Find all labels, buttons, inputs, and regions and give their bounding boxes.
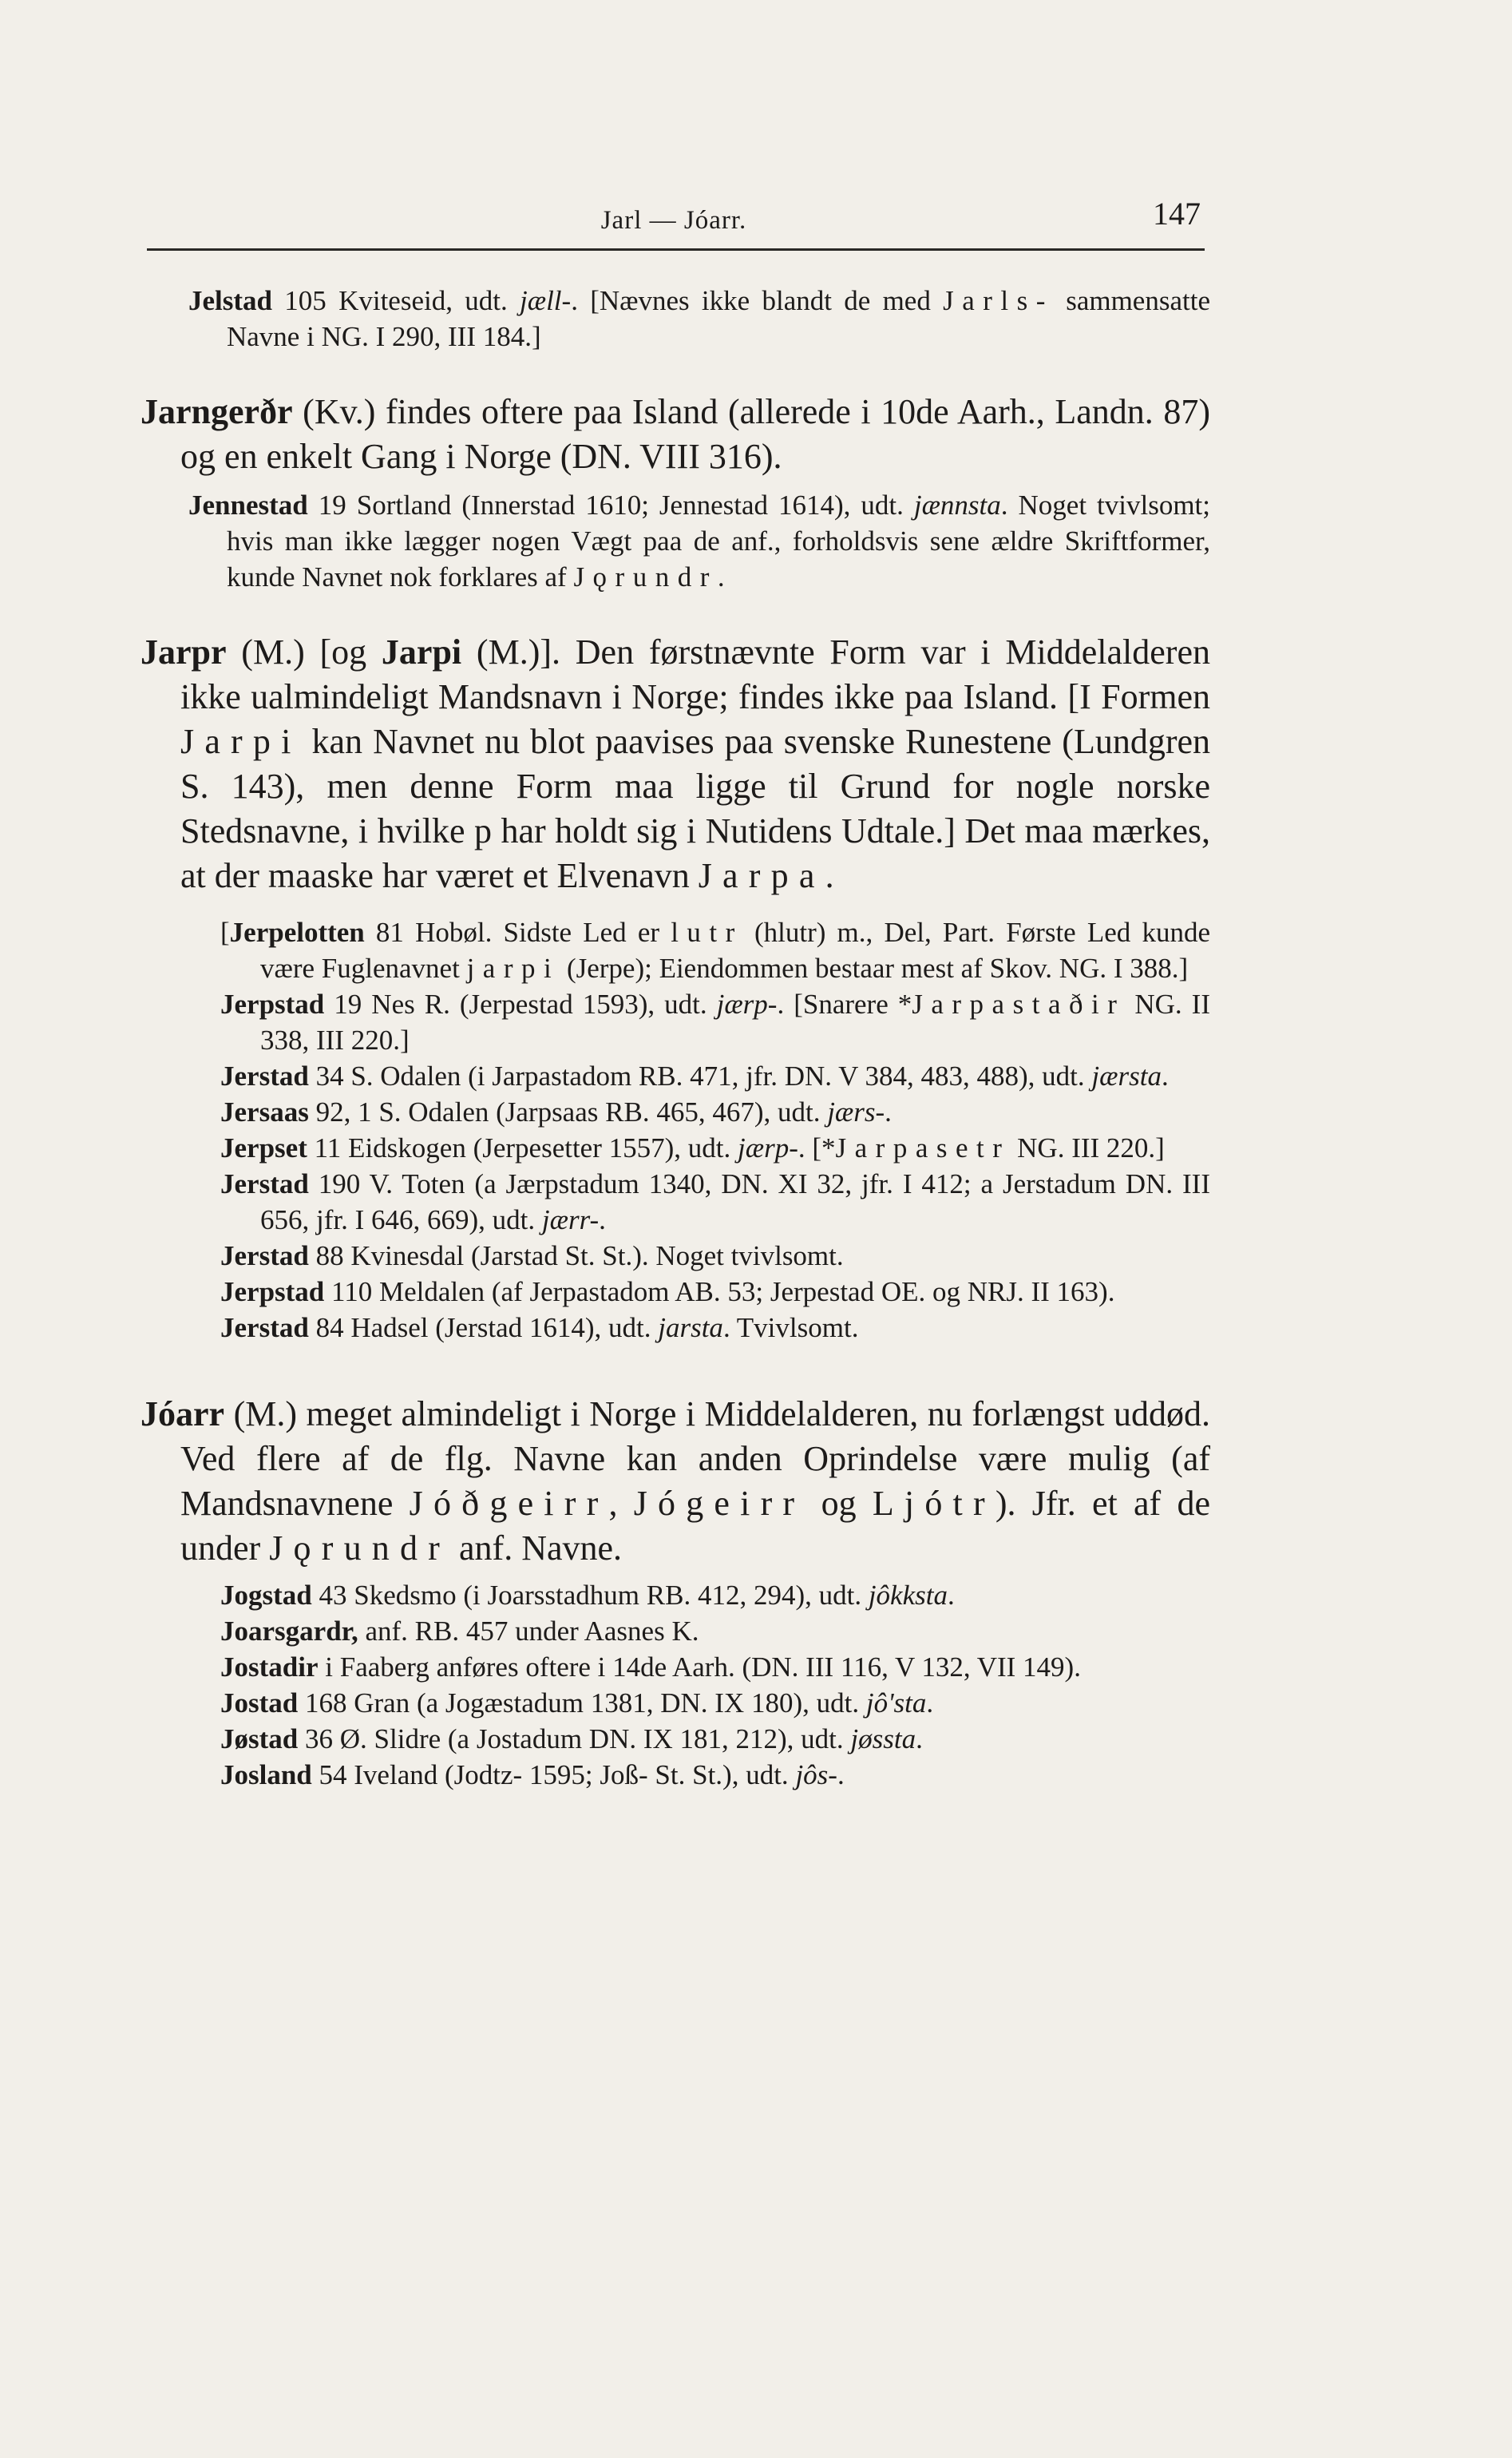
entry-jerstad-kvinesdal: Jerstad 88 Kvinesdal (Jarstad St. St.). Noget tvivlsomt. — [220, 1240, 844, 1271]
entry-jostad-slidre: Jøstad 36 Ø. Slidre (a Jostadum DN. IX 181, 212), udt. jøssta. — [220, 1723, 923, 1754]
headword: Jerstad — [220, 1240, 309, 1271]
entry-jerpstad: Jerpstad 19 Nes R. (Jerpestad 1593), udt. jærp-. [Snarere *Jarpastaðir NG. II 338, III 220.] — [220, 989, 1210, 1056]
spaced-name: Jarpa — [698, 856, 825, 895]
pronunciation: jænnsta — [913, 490, 1001, 521]
entry-jostadir: Jostadir i Faaberg anføres oftere i 14de Aarh. (DN. III 116, V 132, VII 149). — [220, 1651, 1081, 1683]
entry-jennestad: Jennestad 19 Sortland (Innerstad 1610; Jennestad 1614), udt. jænnsta. Noget tvivlsomt; hvis man ikke lægger nogen Vægt paa de anf., forholdsvis sene ældre Skriftformer, kunde Navnet nok forklares af Jǫrundr. — [188, 490, 1210, 593]
spaced-name: Jarpasetr — [835, 1132, 1011, 1164]
headword: Jostad — [220, 1687, 299, 1719]
entry-jerstad-toten: Jerstad 190 V. Toten (a Jærpstadum 1340, DN. XI 32, jfr. I 412; a Jerstadum DN. III 656, jfr. I 646, 669), udt. jærr-. — [220, 1168, 1210, 1235]
dictionary-body — [141, 272, 1210, 1793]
entry-jerstad-odalen: Jerstad 34 S. Odalen (i Jarpastadom RB. 471, jfr. DN. V 384, 483, 488), udt. jærsta. — [220, 1061, 1169, 1092]
pronunciation: jærp- — [738, 1132, 798, 1164]
headword: Jelstad — [188, 285, 272, 316]
headword: Jerstad — [220, 1168, 309, 1199]
entry-joarsgardr: Joarsgardr, anf. RB. 457 under Aasnes K. — [220, 1616, 699, 1647]
spaced-name: Jǫrundr — [573, 561, 718, 593]
headword: Jarpr — [141, 632, 227, 672]
entry-jerstad-hadsel: Jerstad 84 Hadsel (Jerstad 1614), udt. jarsta. Tvivlsomt. — [220, 1312, 859, 1343]
pronunciation: jôkksta — [868, 1580, 948, 1611]
headword: Joarsgardr, — [220, 1616, 358, 1647]
entry-jelstad: Jelstad 105 Kviteseid, udt. jæll-. [Nævnes ikke blandt de med Jarls- sammensatte Navne i NG. I 290, III 184.] — [188, 285, 1210, 352]
pronunciation: jærp- — [716, 989, 778, 1020]
page-header — [147, 195, 1201, 243]
header-rule — [147, 248, 1205, 251]
running-title: Jarl — Jóarr. — [600, 206, 747, 235]
headword: Jerstad — [220, 1312, 309, 1343]
entry-jarngerdr: Jarngerðr (Kv.) findes oftere paa Island (allerede i 10de Aarh., Landn. 87) og en enkelt Gang i Norge (DN. VIII 316). — [141, 392, 1210, 476]
headword: Jøstad — [220, 1723, 299, 1754]
pronunciation: jærs- — [827, 1096, 885, 1128]
spaced-name: jarpi — [466, 953, 560, 984]
headword: Jerpstad — [220, 989, 325, 1020]
entry-jerpset: Jerpset 11 Eidskogen (Jerpesetter 1557), udt. jærp-. [*Jarpasetr NG. III 220.] — [220, 1132, 1165, 1164]
headword: Jerstad — [220, 1061, 309, 1092]
headword: Josland — [220, 1759, 312, 1790]
entry-jogstad: Jogstad 43 Skedsmo (i Joarsstadhum RB. 412, 294), udt. jôkksta. — [220, 1580, 955, 1611]
headword-secondary: Jarpi — [381, 632, 462, 672]
pronunciation: jæll- — [520, 285, 572, 316]
spaced-name: Jarpi — [180, 722, 302, 761]
spaced-name: Jarls- — [943, 285, 1054, 316]
entry-jostad-gran: Jostad 168 Gran (a Jogæstadum 1381, DN. IX 180), udt. jô'sta. — [220, 1687, 934, 1719]
pronunciation: jarsta — [658, 1312, 723, 1343]
spaced-name: Jógeirr — [633, 1484, 805, 1523]
pronunciation: jærsta — [1091, 1061, 1162, 1092]
spaced-name: Jarpastaðir — [912, 989, 1126, 1020]
headword: Jerpelotten — [229, 917, 365, 948]
page-number: 147 — [1153, 196, 1201, 232]
headword: Jóarr — [141, 1394, 225, 1433]
pronunciation: jøssta — [850, 1723, 916, 1754]
headword: Jerpset — [220, 1132, 307, 1164]
headword: Jennestad — [188, 490, 308, 521]
spaced-name: lutr — [671, 917, 743, 948]
entry-jerpelotten: [Jerpelotten 81 Hobøl. Sidste Led er lutr (hlutr) m., Del, Part. Første Led kunde være Fuglenavnet jarpi (Jerpe); Eiendommen bestaar mest af Skov. NG. I 388.] — [220, 917, 1210, 984]
pronunciation: jô'sta — [865, 1687, 927, 1719]
spaced-name: Jóðgeirr — [409, 1484, 609, 1523]
headword: Jerpstad — [220, 1276, 325, 1307]
spaced-name: Jǫrundr — [269, 1528, 451, 1568]
headword: Jogstad — [220, 1580, 312, 1611]
entry-josland: Josland 54 Iveland (Jodtz- 1595; Joß- St. St.), udt. jôs-. — [220, 1759, 845, 1790]
headword: Jarngerðr — [141, 392, 293, 431]
pronunciation: jærr- — [541, 1204, 600, 1235]
spaced-name: Ljótr — [872, 1484, 995, 1523]
headword: Jostadir — [220, 1651, 319, 1683]
entry-jarpr: Jarpr (M.) [og Jarpi (M.)]. Den førstnævnte Form var i Middelalderen ikke ualmindeligt Mandsnavn i Norge; findes ikke paa Island. [I Formen Jarpi kan Navnet nu blot paavises paa svenske Runestene (Lundgren S. 143), men denne Form maa ligge til Grund for nogle norske Stedsnavne, i hvilke p har holdt sig i Nutidens Udtale.] Det maa mærkes, at der maaske har været et Elvenavn Jarpa. — [141, 632, 1210, 895]
headword: Jersaas — [220, 1096, 309, 1128]
entry-joarr: Jóarr (M.) meget almindeligt i Norge i Middelalderen, nu forlængst uddød. Ved flere af de flg. Navne kan anden Oprindelse være mulig (af Mandsnavnene Jóðgeirr, Jógeirr og Ljótr). Jfr. et af de under Jǫrundr anf. Navne. — [141, 1394, 1210, 1568]
pronunciation: jôs- — [795, 1759, 837, 1790]
entry-jerpstad-meldalen: Jerpstad 110 Meldalen (af Jerpastadom AB. 53; Jerpestad OE. og NRJ. II 163). — [220, 1276, 1115, 1307]
entry-jersaas: Jersaas 92, 1 S. Odalen (Jarpsaas RB. 465, 467), udt. jærs-. — [220, 1096, 892, 1128]
